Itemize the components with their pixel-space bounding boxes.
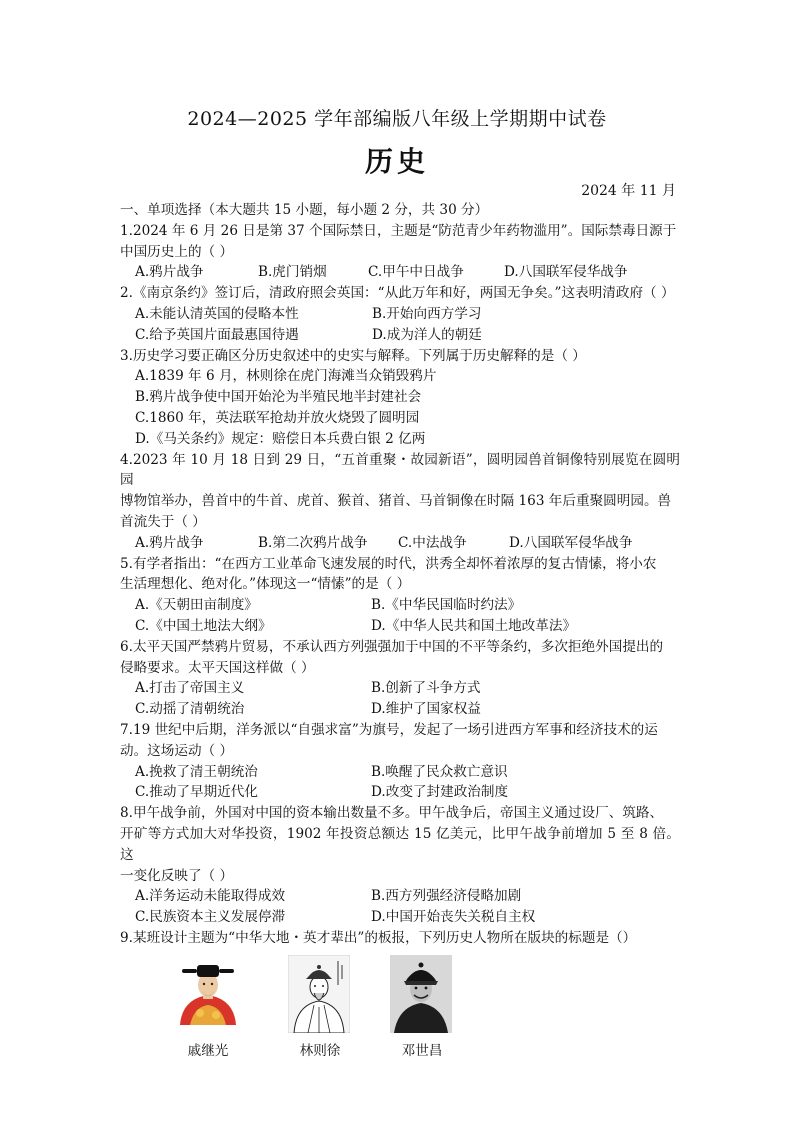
question-4-line-3: 首流失于（ ） [120,513,206,530]
exam-content [120,200,680,1069]
question-9-line-1: 9.某班设计主题为“中华大地・英才辈出”的板报，下列历史人物所在版块的标题是（） [120,929,637,946]
question-3-options [120,366,680,449]
option-a: A.鸦片战争 [135,534,204,551]
question-1-line-1: 1.2024 年 6 月 26 日是第 37 个国际禁日，主题是“防范青少年药物滥用”。国际禁毒日源于 [120,222,677,239]
question-2-options [120,304,680,346]
question-8-options [120,886,680,928]
caption-qi-jiguang: 戚继光 [187,1042,229,1059]
question-4-options [120,533,680,554]
option-d: D.八国联军侵华战争 [509,534,633,551]
option-b: B.西方列强经济侵略加剧 [371,888,522,905]
option-a: A.洋务运动未能取得成效 [135,888,286,905]
subject-title: 历史 [364,145,429,178]
question-8-line-2: 开矿等方式加大对华投资，1902 年投资总额达 15 亿美元，比甲午战争前增加 5 至 8 倍。这 [120,825,680,863]
question-7-line-2: 动。这场运动（ ） [120,742,234,759]
question-2-line-1: 2.《南京条约》签订后，清政府照会英国：“从此万年和好，两国无争矣。”这表明清政府（ ） [120,285,675,302]
caption-lin-zexu: 林则徐 [299,1042,341,1059]
question-4-line-2: 博物馆举办，兽首中的牛首、虎首、猴首、猪首、马首铜像在时隔 163 年后重聚圆明园。兽 [120,493,672,510]
question-6-line-1: 6.太平天国严禁鸦片贸易，不承认西方列强强加于中国的不平等条约，多次拒绝外国提出的 [120,638,664,655]
option-d: D.维护了国家权益 [371,701,481,718]
option-c: C.中法战争 [398,534,467,551]
option-d: D.中国开始丧失关税自主权 [371,909,536,926]
option-c: C.《中国土地法大纲》 [135,617,272,634]
option-c: C.民族资本主义发展停滞 [135,909,286,926]
question-1-line-2: 中国历史上的（ ） [120,243,234,260]
question-8-line-1: 8.甲午战争前，外国对中国的资本输出数量不多。甲午战争后，帝国主义通过设厂、筑路、 [120,805,664,822]
option-b: B.唤醒了民众救亡意识 [371,763,508,780]
option-c: C.甲午中日战争 [368,264,464,281]
option-c: C.动摇了清朝统治 [135,701,245,718]
question-3-line-1: 3.历史学习要正确区分历史叙述中的史实与解释。下列属于历史解释的是（ ） [120,347,586,364]
option-a: A.打击了帝国主义 [135,680,245,697]
question-5-line-1: 5.有学者指出：“在西方工业革命飞速发展的时代，洪秀全却怀着浓厚的复古情愫，将小农 [120,555,657,572]
question-5-line-2: 生活理想化、绝对化。”体现这一“情愫”的是（ ） [120,576,411,593]
question-5-options [120,595,680,637]
exam-title: 2024—2025 学年部编版八年级上学期期中试卷 [187,108,607,130]
question-6-options [120,678,680,720]
option-c: C.给予英国片面最惠国待遇 [135,326,299,343]
option-b: B.开始向西方学习 [372,305,482,322]
question-9-figures [120,949,680,1069]
option-c: C.推动了早期近代化 [135,784,258,801]
question-7-line-1: 7.19 世纪中后期，洋务派以“自强求富”为旗号，发起了一场引进西方军事和经济技术的运 [120,721,658,738]
option-a: A.挽救了清王朝统治 [135,763,258,780]
question-8-line-3: 一变化反映了（ ） [120,867,234,884]
option-b: B.《中华民国临时约法》 [371,597,522,614]
question-4-line-1: 4.2023 年 10 月 18 日到 29 日，“五首重聚・故园新语”，圆明园兽首铜像特别展览在圆明园 [120,451,680,489]
exam-date: 2024 年 11 月 [581,183,676,199]
option-d: D.改变了封建政治制度 [371,784,509,801]
option-b: B.鸦片战争使中国开始沦为半殖民地半封建社会 [135,389,422,406]
option-b: B.虎门销烟 [258,264,327,281]
option-c: C.1860 年，英法联军抢劫并放火烧毁了圆明园 [135,409,420,426]
question-7-options [120,762,680,804]
portrait-qi-jiguang [172,955,252,1025]
section-heading: 一、单项选择（本大题共 15 小题，每小题 2 分，共 30 分） [120,202,489,218]
question-1-options [120,262,680,283]
option-a: A.未能认清英国的侵略本性 [135,305,299,322]
option-a: A.《天朝田亩制度》 [135,597,258,614]
option-d: D.《中华人民共和国土地改革法》 [371,617,577,634]
option-b: B.创新了斗争方式 [371,680,481,697]
portrait-deng-shichang [390,955,470,1033]
question-6-line-2: 侵略要求。太平天国这样做（ ） [120,659,315,676]
portrait-lin-zexu [288,955,368,1033]
option-a: A.1839 年 6 月，林则徐在虎门海滩当众销毁鸦片 [135,368,437,385]
caption-deng-shichang: 邓世昌 [401,1042,443,1059]
option-d: D.《马关条约》规定：赔偿日本兵费白银 2 亿两 [135,430,426,447]
option-d: D.成为洋人的朝廷 [372,326,482,343]
option-b: B.第二次鸦片战争 [258,534,368,551]
option-a: A.鸦片战争 [135,264,204,281]
option-d: D.八国联军侵华战争 [504,264,628,281]
